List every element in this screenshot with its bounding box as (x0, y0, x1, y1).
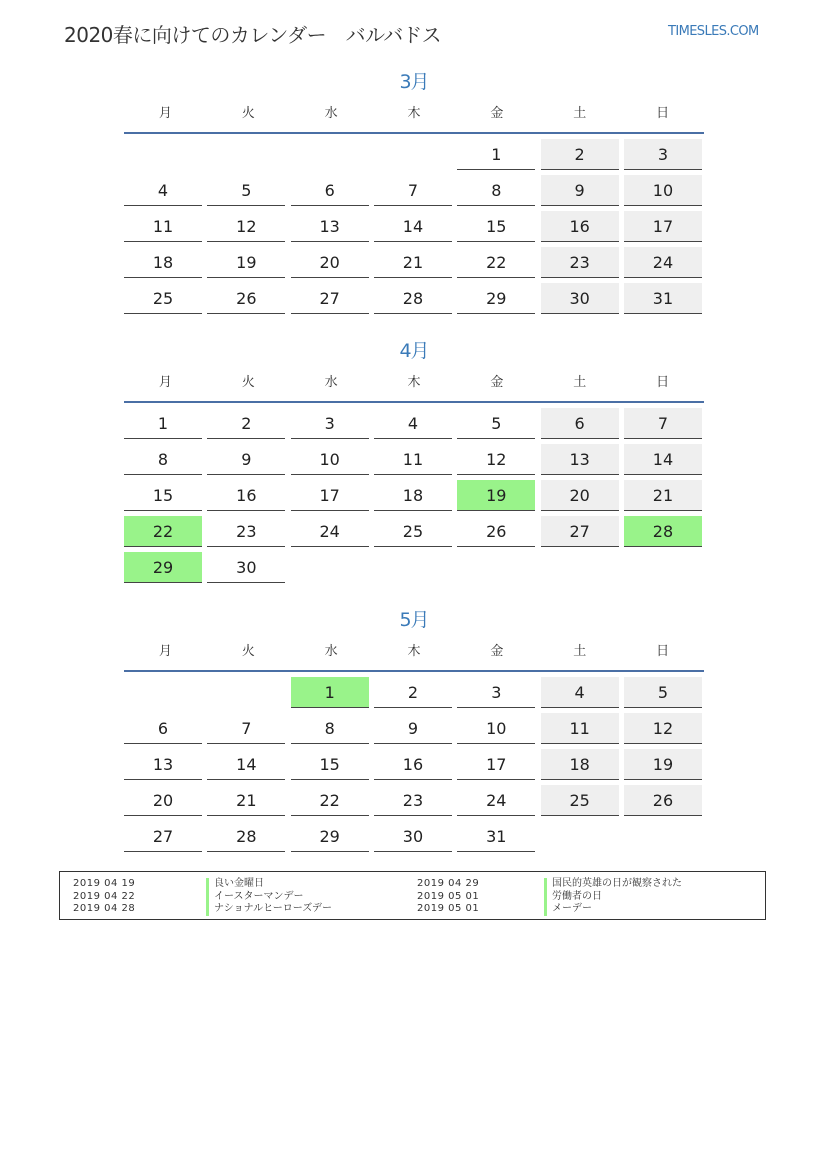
day-cell[interactable]: 4 (124, 175, 202, 206)
day-cell[interactable]: 4 (541, 677, 619, 708)
day-cell[interactable]: 15 (291, 749, 369, 780)
weekday-label: 月 (158, 375, 172, 390)
day-cell[interactable]: 11 (124, 211, 202, 242)
empty-cell (374, 139, 452, 170)
weekday-label: 月 (158, 106, 172, 121)
day-cell[interactable]: 17 (291, 480, 369, 511)
holiday-day-cell[interactable]: 29 (124, 552, 202, 583)
day-cell[interactable]: 16 (541, 211, 619, 242)
day-cell[interactable]: 2 (374, 677, 452, 708)
empty-cell (124, 677, 202, 708)
day-cell[interactable]: 24 (291, 516, 369, 547)
day-cell[interactable]: 25 (124, 283, 202, 314)
legend-holiday-name: 労働者の日 (544, 891, 682, 904)
legend-names-right (544, 878, 682, 916)
weekday-label: 月 (158, 644, 172, 659)
day-cell[interactable]: 16 (207, 480, 285, 511)
weekday-label: 木 (407, 644, 421, 659)
legend-date: 2019 04 28 (73, 903, 136, 914)
weekday-header (124, 368, 704, 398)
weekday-label: 火 (241, 375, 255, 390)
day-cell[interactable]: 22 (457, 247, 535, 278)
day-cell[interactable]: 8 (457, 175, 535, 206)
day-cell[interactable]: 14 (374, 211, 452, 242)
day-cell[interactable]: 13 (291, 211, 369, 242)
legend-holiday-name: ナショナルヒーローズデー (206, 903, 332, 916)
legend-names-left (206, 878, 332, 916)
legend-holiday-name: 良い金曜日 (206, 878, 332, 891)
weekday-label: 金 (490, 106, 504, 121)
day-cell[interactable]: 4 (374, 408, 452, 439)
day-cell[interactable]: 5 (207, 175, 285, 206)
day-cell[interactable]: 13 (541, 444, 619, 475)
day-grid (124, 677, 704, 852)
month-may (124, 606, 704, 852)
month-title: 3月 (399, 71, 429, 93)
day-cell[interactable]: 29 (457, 283, 535, 314)
day-cell[interactable]: 13 (124, 749, 202, 780)
weekday-label: 水 (324, 375, 338, 390)
weekday-label: 火 (241, 644, 255, 659)
day-cell[interactable]: 1 (457, 139, 535, 170)
weekday-label: 木 (407, 375, 421, 390)
day-cell[interactable]: 23 (374, 785, 452, 816)
day-cell[interactable]: 9 (374, 713, 452, 744)
day-cell[interactable]: 18 (541, 749, 619, 780)
day-cell[interactable]: 7 (374, 175, 452, 206)
legend-dates-right (417, 878, 479, 916)
day-cell[interactable]: 25 (541, 785, 619, 816)
day-cell[interactable]: 10 (457, 713, 535, 744)
day-cell[interactable]: 16 (374, 749, 452, 780)
day-cell[interactable]: 31 (624, 283, 702, 314)
day-cell[interactable]: 30 (207, 552, 285, 583)
legend-date: 2019 04 29 (417, 878, 480, 889)
month-april (124, 337, 704, 583)
weekday-label: 日 (656, 106, 670, 121)
holiday-day-cell[interactable]: 1 (291, 677, 369, 708)
day-cell[interactable]: 17 (457, 749, 535, 780)
day-cell[interactable]: 11 (541, 713, 619, 744)
day-cell[interactable]: 23 (541, 247, 619, 278)
holiday-day-cell[interactable]: 19 (457, 480, 535, 511)
month-title: 4月 (399, 340, 429, 362)
legend-holiday-name: イースターマンデー (206, 891, 332, 904)
holiday-day-cell[interactable]: 28 (624, 516, 702, 547)
weekday-label: 土 (573, 106, 587, 121)
header-rule (124, 132, 704, 134)
day-cell[interactable]: 18 (374, 480, 452, 511)
day-cell[interactable]: 8 (124, 444, 202, 475)
day-cell[interactable]: 21 (374, 247, 452, 278)
day-cell[interactable]: 29 (291, 821, 369, 852)
day-cell[interactable]: 7 (207, 713, 285, 744)
day-cell[interactable]: 10 (291, 444, 369, 475)
legend-holiday-name: メーデー (544, 903, 682, 916)
holiday-legend (59, 871, 766, 920)
day-cell[interactable]: 30 (541, 283, 619, 314)
holiday-day-cell[interactable]: 22 (124, 516, 202, 547)
day-cell[interactable]: 31 (457, 821, 535, 852)
day-cell[interactable]: 20 (124, 785, 202, 816)
legend-holiday-name: 国民的英雄の日が観察された (544, 878, 682, 891)
day-cell[interactable]: 9 (541, 175, 619, 206)
day-cell[interactable]: 1 (124, 408, 202, 439)
day-cell[interactable]: 26 (457, 516, 535, 547)
day-cell[interactable]: 17 (624, 211, 702, 242)
day-cell[interactable]: 27 (124, 821, 202, 852)
day-cell[interactable]: 5 (457, 408, 535, 439)
weekday-label: 日 (656, 375, 670, 390)
weekday-label: 金 (490, 644, 504, 659)
day-cell[interactable]: 15 (457, 211, 535, 242)
weekday-label: 木 (407, 106, 421, 121)
day-cell[interactable]: 3 (291, 408, 369, 439)
day-cell[interactable]: 19 (624, 749, 702, 780)
empty-cell (207, 677, 285, 708)
day-cell[interactable]: 12 (624, 713, 702, 744)
day-cell[interactable]: 6 (124, 713, 202, 744)
day-cell[interactable]: 27 (291, 283, 369, 314)
weekday-label: 火 (241, 106, 255, 121)
day-cell[interactable]: 5 (624, 677, 702, 708)
page-title: 2020春に向けてのカレンダー バルバドス (64, 23, 442, 47)
day-cell[interactable]: 9 (207, 444, 285, 475)
weekday-header (124, 99, 704, 129)
day-cell[interactable]: 21 (624, 480, 702, 511)
day-cell[interactable]: 20 (291, 247, 369, 278)
weekday-label: 水 (324, 644, 338, 659)
legend-date: 2019 05 01 (417, 890, 480, 902)
day-cell[interactable]: 22 (291, 785, 369, 816)
day-cell[interactable]: 12 (457, 444, 535, 475)
day-cell[interactable]: 21 (207, 785, 285, 816)
weekday-label: 日 (656, 644, 670, 659)
brand-logo[interactable]: TIMESLES.COM (668, 24, 759, 39)
day-cell[interactable]: 14 (624, 444, 702, 475)
day-cell[interactable]: 12 (207, 211, 285, 242)
day-grid (124, 139, 704, 314)
day-cell[interactable]: 11 (374, 444, 452, 475)
month-title: 5月 (399, 609, 429, 631)
header-rule (124, 670, 704, 672)
day-cell[interactable]: 26 (624, 785, 702, 816)
day-cell[interactable]: 24 (624, 247, 702, 278)
day-cell[interactable]: 3 (457, 677, 535, 708)
day-cell[interactable]: 14 (207, 749, 285, 780)
day-cell[interactable]: 8 (291, 713, 369, 744)
day-cell[interactable]: 6 (291, 175, 369, 206)
day-cell[interactable]: 28 (207, 821, 285, 852)
weekday-header (124, 637, 704, 667)
weekday-label: 土 (573, 644, 587, 659)
legend-date: 2019 04 19 (73, 878, 136, 889)
legend-date: 2019 05 01 (417, 903, 480, 914)
day-cell[interactable]: 23 (207, 516, 285, 547)
day-cell[interactable]: 20 (541, 480, 619, 511)
day-cell[interactable]: 15 (124, 480, 202, 511)
day-cell[interactable]: 19 (207, 247, 285, 278)
day-cell[interactable]: 18 (124, 247, 202, 278)
month-march (124, 68, 704, 314)
day-cell[interactable]: 24 (457, 785, 535, 816)
empty-cell (291, 139, 369, 170)
empty-cell (207, 139, 285, 170)
day-grid (124, 408, 704, 583)
empty-cell (124, 139, 202, 170)
day-cell[interactable]: 6 (541, 408, 619, 439)
day-cell[interactable]: 7 (624, 408, 702, 439)
day-cell[interactable]: 30 (374, 821, 452, 852)
day-cell[interactable]: 2 (541, 139, 619, 170)
weekday-label: 水 (324, 106, 338, 121)
day-cell[interactable]: 27 (541, 516, 619, 547)
weekday-label: 土 (573, 375, 587, 390)
weekday-label: 金 (490, 375, 504, 390)
day-cell[interactable]: 10 (624, 175, 702, 206)
day-cell[interactable]: 28 (374, 283, 452, 314)
header-rule (124, 401, 704, 403)
day-cell[interactable]: 26 (207, 283, 285, 314)
day-cell[interactable]: 2 (207, 408, 285, 439)
day-cell[interactable]: 3 (624, 139, 702, 170)
day-cell[interactable]: 25 (374, 516, 452, 547)
legend-date: 2019 04 22 (73, 890, 136, 902)
legend-dates-left (73, 878, 135, 916)
